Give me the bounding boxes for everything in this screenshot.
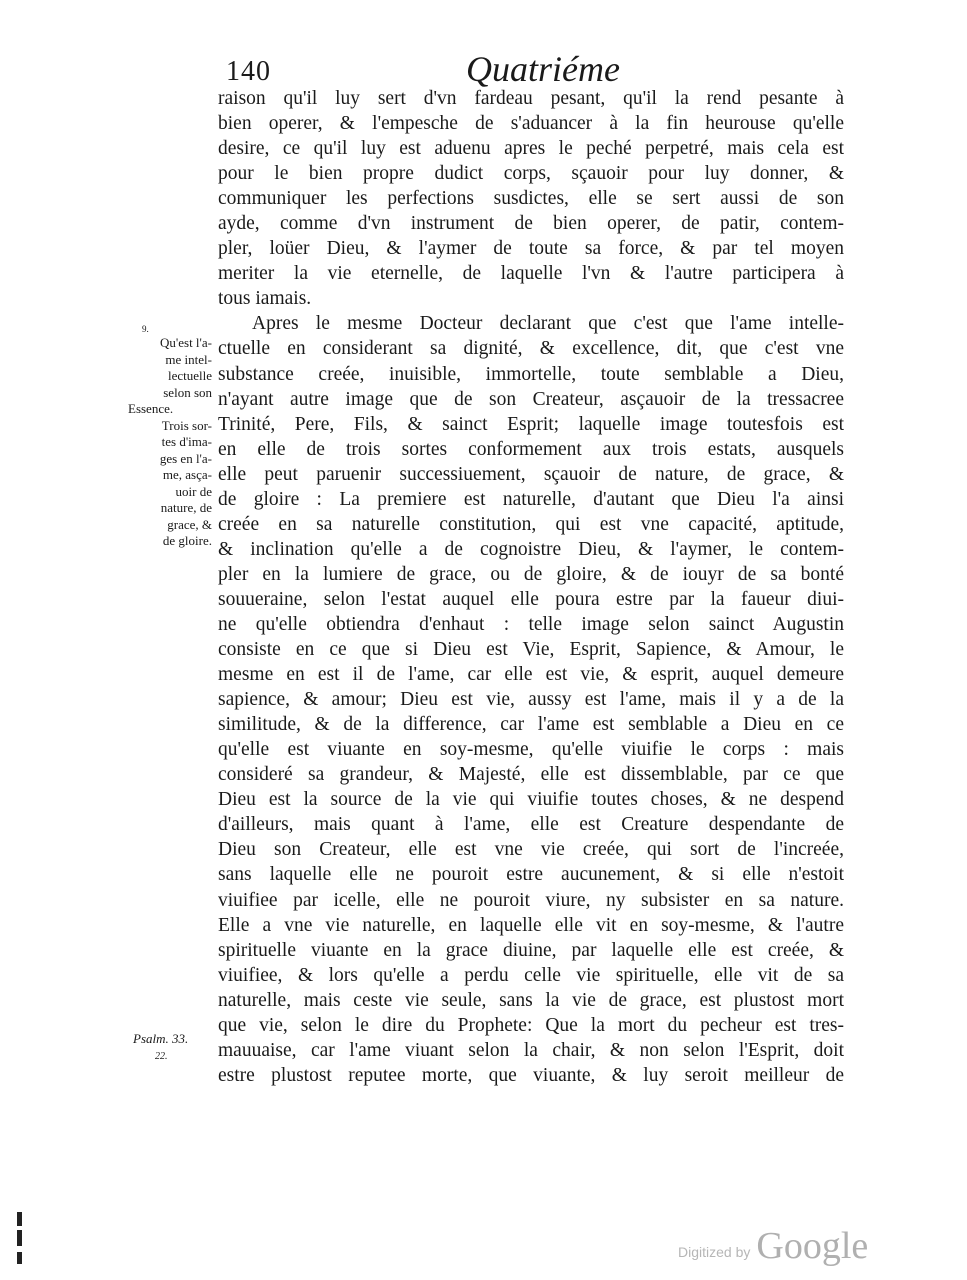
text-line: estre plustost reputee morte, que viuante, & luy seroit meilleur de	[218, 1064, 844, 1086]
margin-note-line: de gloire.	[162, 533, 212, 548]
text-line: elle peut paruenir successiuement, sçauoir de nature, de grace, &	[218, 463, 844, 485]
text-line: qu'elle est viuante en soy-mesme, qu'elle viuifie le corps : mais	[218, 739, 844, 761]
body-text	[218, 86, 844, 1088]
margin-note-line: grace, &	[167, 516, 212, 532]
margin-ref-psalm: Psalm. 33.	[133, 1031, 189, 1046]
text-line: desire, ce qu'il luy est aduenu apres le peché perpetré, mais cela est	[218, 138, 844, 160]
text-line: bien operer, & l'empesche de s'aduancer à la fin heurouse qu'elle	[218, 113, 844, 135]
text-line: souueraine, selon l'estat auquel elle poura estre par la faueur diui-	[218, 588, 844, 610]
text-line: que vie, selon le dire du Prophete: Que la mort du pecheur est tres-	[218, 1014, 844, 1036]
text-line: tous iamais.	[218, 288, 312, 310]
text-line: Dieu son Createur, elle est vne vie creée, qui sort de l'increée,	[218, 839, 844, 861]
text-line: raison qu'il luy sert d'vn fardeau pesant, qu'il la rend pesante à	[218, 88, 844, 109]
text-line: pler en la lumiere de grace, ou de gloire, & de iouyr de sa bonté	[218, 563, 844, 585]
text-line: n'ayant autre image que de son Createur, asçauoir de la tressacree	[218, 388, 844, 410]
margin-note-line: Essence.	[128, 401, 174, 416]
text-line: meriter la vie eternelle, de laquelle l'vn & l'autre participera à	[218, 263, 844, 285]
margin-note-line: uoir de	[175, 483, 212, 499]
binding-mark	[17, 1212, 23, 1272]
text-line: consiste en ce que si Dieu est Vie, Esprit, Sapience, & Amour, le	[218, 639, 844, 661]
margin-note-line: Qu'est l'a-	[160, 335, 212, 350]
text-line: substance creée, inuisible, immortelle, toute semblable a Dieu,	[218, 363, 844, 385]
margin-note-line: tes d'ima-	[161, 434, 212, 449]
digitized-watermark	[678, 1218, 868, 1268]
text-line: d'ailleurs, mais quant à l'ame, elle est Creature despendante de	[218, 814, 844, 836]
margin-reference	[133, 1030, 188, 1066]
text-line: en elle de trois sortes conformement aux trois estats, ausquels	[218, 438, 844, 460]
margin-ref-verse: 22.	[155, 1051, 168, 1062]
digitized-by-label: Digitized by	[678, 1244, 751, 1260]
margin-note-line: me intel-	[165, 351, 212, 367]
text-line: similitude, & de la difference, car l'ame est semblable a Dieu en ce	[218, 714, 844, 736]
running-title: Quatriéme	[466, 49, 620, 89]
text-line: pour le bien propre dudict corps, sçauoir pour luy donner, &	[218, 163, 844, 185]
text-line: ayde, comme d'vn instrument de bien operer, de patir, contem-	[218, 213, 844, 235]
text-line: sapience, & amour; Dieu est vie, aussy est l'ame, mais il y a de la	[218, 689, 844, 711]
text-line: Elle a vne vie naturelle, en laquelle elle vit en soy-mesme, & l'autre	[218, 914, 844, 936]
text-line: communiquer les perfections susdictes, elle se sert aussi de son	[218, 188, 844, 210]
margin-note-line: Trois sor-	[161, 417, 212, 433]
text-line: mesme en est il de l'ame, car elle est vie, & esprit, auquel demeure	[218, 664, 844, 686]
text-line: mauuaise, car l'ame viuant selon la chair, & non selon l'Esprit, doit	[218, 1039, 844, 1061]
margin-note-line: nature, de	[160, 500, 212, 515]
text-line: naturelle, mais ceste vie seule, sans la vie de grace, est plustost mort	[218, 989, 844, 1011]
margin-note-line: ges en l'a-	[159, 450, 212, 466]
margin-note-line: lectuelle	[167, 368, 212, 383]
margin-note	[128, 323, 212, 550]
text-line: & inclination qu'elle a de cognoistre Dieu, & l'aymer, le contem-	[218, 538, 844, 560]
text-line: Dieu est la source de la vie qui viuifie toutes choses, & ne despend	[218, 789, 844, 811]
text-line: Trinité, Pere, Fils, & sainct Esprit; laquelle image toutesfois est	[218, 413, 844, 435]
text-line: de gloire : La premiere est naturelle, d'autant que Dieu l'a ainsi	[218, 488, 844, 510]
text-line: ctuelle en considerant sa dignité, & excellence, dit, que c'est vne	[218, 338, 844, 360]
google-logo: Google	[756, 1225, 869, 1267]
text-line: viuifiee par icelle, elle ne pouroit viure, ny subsister en sa nature.	[218, 889, 844, 911]
margin-note-line: selon son	[163, 384, 212, 400]
margin-note-number: 9.	[142, 324, 149, 334]
text-line: viuifiee, & lors qu'elle a perdu celle vie spirituelle, elle vit de sa	[218, 964, 844, 986]
text-line: Apres le mesme Docteur declarant que c'est que l'ame intelle-	[252, 313, 844, 335]
text-line: ne qu'elle obtiendra d'enhaut : telle image selon sainct Augustin	[218, 613, 844, 635]
text-line: pler, loüer Dieu, & l'aymer de toute sa force, & par tel moyen	[218, 238, 844, 260]
text-line: creée en sa naturelle constitution, qui est vne capacité, aptitude,	[218, 513, 844, 535]
text-line: sans laquelle elle ne pouroit estre aucunement, & si elle n'estoit	[218, 864, 844, 886]
page-number: 140	[226, 56, 271, 87]
margin-note-line: me, asça-	[162, 467, 212, 482]
text-line: consideré sa grandeur, & Majesté, elle est dissemblable, par ce que	[218, 764, 844, 786]
text-line: spirituelle viuante en la grace diuine, par laquelle elle est creée, &	[218, 939, 844, 961]
